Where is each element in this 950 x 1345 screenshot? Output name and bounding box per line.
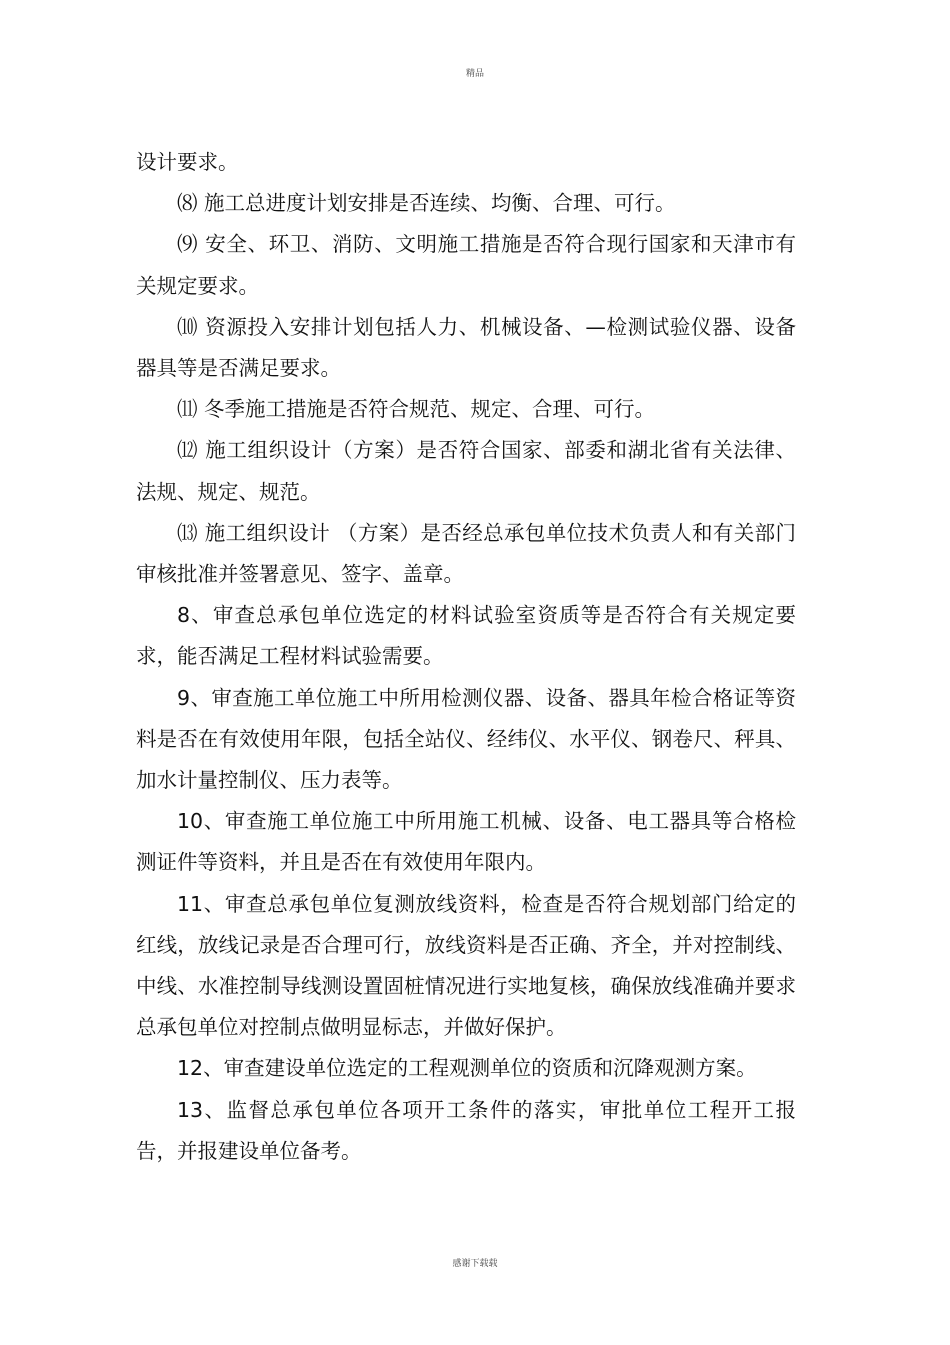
document-body: [136, 142, 796, 1172]
paragraph-item-8: ⑻ 施工总进度计划安排是否连续、均衡、合理、可行。: [177, 191, 676, 216]
paragraph-item-11: ⑾ 冬季施工措施是否符合规范、规定、合理、可行。: [177, 397, 656, 422]
page-header-mark: 精品: [465, 69, 484, 79]
paragraph-continuation: 设计要求。: [136, 150, 239, 174]
paragraph-item-12: ⑿ 施工组织设计（方案）是否符合国家、部委和湖北省有关法律、法规、规定、规范。: [136, 438, 796, 504]
paragraph-section-13: 13、监督总承包单位各项开工条件的落实，审批单位工程开工报告，并报建设单位备考。: [136, 1097, 796, 1163]
paragraph-section-8: 8、审查总承包单位选定的材料试验室资质等是否符合有关规定要求，能否满足工程材料试验需要。: [136, 603, 796, 669]
paragraph-section-11: 11、审查总承包单位复测放线资料，检查是否符合规划部门给定的红线，放线记录是否合理可行，放线资料是否正确、齐全，并对控制线、中线、水准控制导线测设置固桩情况进行实地复核，确保放线准确并要求总承包单位对控制点做明显标志，并做好保护。: [136, 891, 796, 1040]
paragraph-section-9: 9、审查施工单位施工中所用检测仪器、设备、器具年检合格证等资料是否在有效使用年限，包括全站仪、经纬仪、水平仪、钢卷尺、秤具、加水计量控制仪、压力表等。: [136, 685, 796, 793]
paragraph-section-10: 10、审查施工单位施工中所用施工机械、设备、电工器具等合格检测证件等资料，并且是否在有效使用年限内。: [136, 809, 796, 875]
paragraph-item-9: ⑼ 安全、环卫、消防、文明施工措施是否符合现行国家和天津市有关规定要求。: [136, 232, 796, 298]
paragraph-section-12: 12、审查建设单位选定的工程观测单位的资质和沉降观测方案。: [177, 1056, 757, 1081]
paragraph-item-13: ⒀ 施工组织设计 （方案）是否经总承包单位技术负责人和有关部门审核批准并签署意见、签字、盖章。: [136, 520, 796, 587]
paragraph-item-10: ⑽ 资源投入安排计划包括人力、机械设备、—检测试验仪器、设备器具等是否满足要求。: [136, 314, 796, 381]
page-footer-mark: 感谢下载载: [452, 1259, 498, 1269]
